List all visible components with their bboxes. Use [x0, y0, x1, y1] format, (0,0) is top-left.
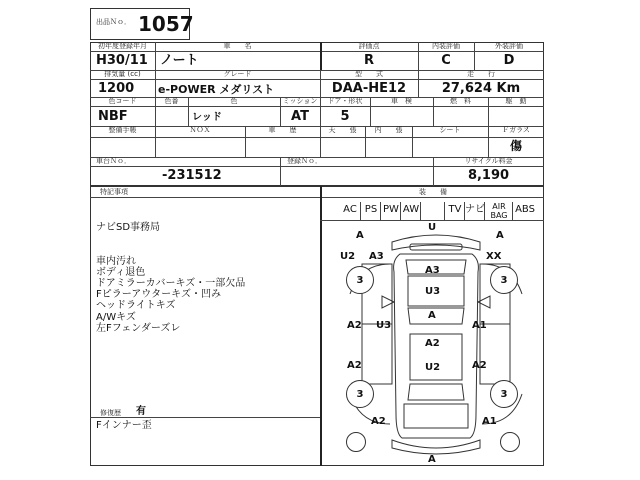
- mark-windshield: A3: [425, 265, 440, 276]
- chassis-label: 車台Ｎｏ．: [96, 157, 131, 165]
- note-line: 左Fフェンダーズレ: [96, 322, 181, 334]
- score-label: 評価点: [358, 42, 380, 50]
- mark-rear-left: A2: [371, 416, 386, 427]
- equipment-item: PW: [380, 202, 401, 220]
- interior-panel-label: 内 張: [374, 126, 403, 134]
- color-number-label: 色番: [164, 97, 179, 105]
- equipment-item: AIR BAG: [484, 202, 513, 220]
- exterior-score-value: D: [503, 53, 515, 68]
- mark-hood-right: XX: [486, 251, 502, 262]
- note-line: ボディ退色: [96, 266, 146, 278]
- mileage-label: 走 行: [467, 70, 495, 78]
- transmission-value: AT: [291, 109, 309, 124]
- note-line: 車内汚れ: [96, 255, 136, 267]
- displacement-label: 排気量 (cc): [104, 70, 141, 78]
- grade-label: グレード: [223, 70, 252, 78]
- notes-label: 特記事項: [100, 188, 128, 196]
- glass-value: 傷: [509, 139, 522, 153]
- note-line: A/Wキズ: [96, 311, 136, 323]
- lot-number: 1057: [138, 12, 194, 36]
- wheel-front-left: 3: [346, 266, 374, 294]
- note-line: ヘッドライトキズ: [96, 300, 176, 312]
- model-value: DAA-HE12: [331, 81, 407, 96]
- transmission-label: ミッション: [282, 97, 318, 105]
- repair-label: 修復歴: [100, 409, 121, 417]
- spare-wheel-front: [346, 432, 366, 452]
- repair-value: 有: [136, 406, 146, 417]
- maintenance-label: 整備手帳: [108, 126, 137, 134]
- wheel-rear-left: 3: [346, 380, 374, 408]
- mark-rear-roof: U2: [425, 362, 441, 373]
- sunroof-label: 天 張: [328, 126, 357, 134]
- doors-label: ドア・形状: [327, 97, 363, 105]
- grade-value: e-POWER メダリスト: [158, 83, 275, 96]
- year-label: 初年度登録年月: [98, 42, 147, 50]
- nox-label: ＮＯＸ: [189, 126, 211, 134]
- mark-front-right: A: [496, 230, 504, 241]
- mark-roof-rear: A2: [425, 338, 440, 349]
- equipment-item: AW: [400, 202, 421, 220]
- fuel-label: 燃 料: [450, 97, 471, 105]
- mark-right-rear-door: A2: [472, 360, 487, 371]
- drive-label: 駆 動: [505, 97, 527, 105]
- rear-bumper-outline: [392, 440, 480, 454]
- mark-left-front-door: A2: [347, 320, 362, 331]
- mark-rear-right: A1: [482, 416, 497, 427]
- equipment-item: ABS: [512, 202, 537, 220]
- note-line: Fピラーアウターキズ・凹み: [96, 289, 221, 301]
- registration-label: 登録Ｎｏ．: [287, 157, 322, 165]
- exterior-score-label: 外装評価: [495, 42, 523, 50]
- wheel-rear-right: 3: [490, 380, 518, 408]
- mark-rear-bottom: A: [428, 454, 436, 465]
- rear-glass-outline: [408, 384, 464, 400]
- mark-hood-left-2: A3: [369, 251, 384, 262]
- mark-left-door-inner: U3: [376, 320, 392, 331]
- spare-wheel-rear: [500, 432, 520, 452]
- mileage-value: 27,624 Km: [441, 81, 521, 96]
- equipment-label: 装 備: [419, 188, 447, 196]
- name-label: 車 名: [223, 42, 252, 50]
- model-label: 型 式: [355, 70, 383, 78]
- score-value: R: [363, 53, 374, 68]
- seat-label: シート: [439, 126, 461, 134]
- equipment-item: TV: [444, 202, 465, 220]
- equipment-item: AC: [343, 204, 357, 215]
- front-bumper-outline: [392, 235, 480, 250]
- rear-window-outline: [408, 308, 464, 324]
- car-name: ノート: [160, 53, 199, 68]
- mark-front-center: U: [428, 222, 437, 233]
- year-value: H30/11: [96, 53, 148, 68]
- mark-front-left: A: [356, 230, 364, 241]
- note-line: ドアミラーカバーキズ・一部欠品: [96, 278, 246, 289]
- recycle-value: 8,190: [467, 168, 510, 183]
- color-code-value: NBF: [98, 109, 128, 124]
- displacement-value: 1200: [98, 81, 135, 96]
- equipment-item: [420, 202, 445, 220]
- color-value: レッド: [192, 112, 222, 123]
- color-code-label: 色コード: [108, 97, 137, 105]
- mark-left-rear-door: A2: [347, 360, 362, 371]
- lot-number-label: 出品Ｎｏ．: [96, 18, 131, 26]
- note-line: ナビSD事務局: [96, 222, 161, 233]
- right-side-rear: [480, 324, 510, 384]
- interior-score-label: 内装評価: [432, 42, 460, 50]
- rear-hatch-outline: [404, 404, 468, 428]
- color-label: 色: [230, 97, 238, 105]
- mark-roof-front: U3: [425, 286, 441, 297]
- mark-roof-center: A: [428, 310, 436, 321]
- mark-hood-left-1: U2: [340, 251, 356, 262]
- doors-value: 5: [340, 109, 350, 124]
- history-label: 車 歴: [268, 126, 297, 134]
- equipment-item: PS: [360, 202, 381, 220]
- recycle-label: リサイクル料金: [464, 157, 513, 165]
- repair-line: Fインナー歪: [96, 420, 152, 431]
- wheel-front-right: 3: [490, 266, 518, 294]
- mark-right-front-door: A1: [472, 320, 487, 331]
- inspection-label: 車 検: [391, 97, 412, 105]
- left-side-rear: [362, 324, 392, 384]
- interior-score-value: C: [441, 53, 451, 68]
- glass-label: Ｆガラス: [502, 126, 530, 134]
- equipment-item: ナビ: [464, 202, 485, 220]
- chassis-value: -231512: [162, 168, 222, 183]
